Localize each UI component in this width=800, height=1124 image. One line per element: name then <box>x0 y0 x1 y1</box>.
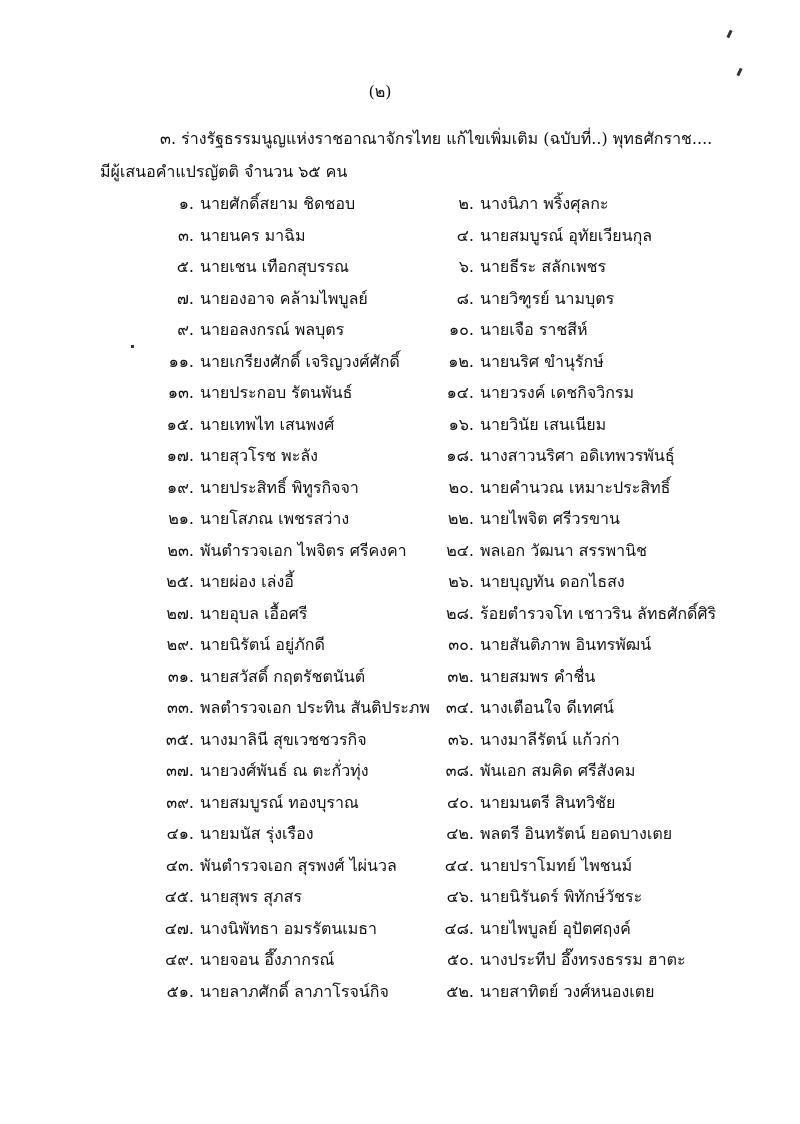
list-row <box>0 251 800 283</box>
item-number: ๗. <box>176 288 194 308</box>
list-row <box>0 629 800 661</box>
list-item <box>158 854 397 879</box>
list-item <box>158 696 430 721</box>
list-item <box>158 444 318 469</box>
item-number: ๖. <box>458 257 474 276</box>
item-number: ๔๘. <box>444 918 474 938</box>
item-number: ๕๑. <box>166 981 194 1001</box>
item-name: นายสมบูรณ์ อุทัยเวียนกุล <box>480 225 653 245</box>
item-name: พลตำรวจเอก ประทิน สันติประภพ <box>200 698 430 717</box>
item-number: ๕๒. <box>446 981 474 1001</box>
list-item <box>438 507 620 532</box>
list-item <box>438 917 631 942</box>
list-item <box>158 539 407 564</box>
item-name: นายไพบูลย์ อุปัตศฤงค์ <box>480 918 631 938</box>
item-name: นางประทีป อึ๊งทรงธรรม ฮาตะ <box>480 950 686 969</box>
list-item <box>438 822 672 847</box>
item-name: นายสมพร คำชื่น <box>480 666 596 686</box>
list-item <box>158 791 359 816</box>
item-number: ๔๑. <box>166 824 194 843</box>
item-name: ร้อยตำรวจโท เชาวริน ลัทธศักดิ์ศิริ <box>480 603 717 623</box>
list-item <box>438 381 634 406</box>
item-number: ๓๖. <box>447 729 474 749</box>
item-name: นายวรงค์ เดชกิจวิกรม <box>480 383 635 402</box>
item-name: นายวินัย เสนเนียม <box>480 414 607 434</box>
item-name: นางสาวนริศา อดิเทพวรพันธุ์ <box>480 446 675 465</box>
item-name: นายไพจิต ศรีวรขาน <box>480 509 620 528</box>
item-name: พันเอก สมคิด ศรีสังคม <box>480 761 636 780</box>
list-row <box>0 346 800 378</box>
list-item <box>438 287 614 312</box>
item-name: นายเจือ ราชสีห์ <box>480 320 588 339</box>
item-number: ๓๕. <box>165 729 194 749</box>
item-name: นายองอาจ คล้ามไพบูลย์ <box>200 288 368 308</box>
list-item <box>158 728 367 753</box>
item-name: นางเตือนใจ ดีเทศน์ <box>480 698 614 717</box>
list-item <box>158 350 400 375</box>
list-item <box>158 318 344 343</box>
list-row <box>0 976 800 1008</box>
item-name: นายลาภศักดิ์ ลาภาโรจน์กิจ <box>200 981 389 1001</box>
list-item <box>158 255 349 280</box>
list-item <box>438 192 608 217</box>
item-number: ๓๓. <box>167 698 194 717</box>
item-name: นายนิรัตน์ อยู่ภักดี <box>200 635 325 654</box>
item-number: ๓. <box>177 225 194 245</box>
item-number: ๓๘. <box>445 761 474 780</box>
list-item <box>158 822 314 847</box>
list-row <box>0 598 800 630</box>
item-number: ๔. <box>456 225 474 245</box>
item-number: ๓๔. <box>445 698 474 717</box>
list-item <box>158 759 369 784</box>
list-item <box>158 980 389 1005</box>
list-row <box>0 283 800 315</box>
item-name: นายบุญทัน ดอกไธสง <box>480 572 625 591</box>
list-row <box>0 535 800 567</box>
item-number: ๔๐. <box>447 792 474 812</box>
item-name: นายศักดิ์สยาม ชิดชอบ <box>200 194 356 213</box>
item-number: ๒๙. <box>166 635 194 654</box>
list-row <box>0 818 800 850</box>
item-name: นายสุวโรช พะลัง <box>200 446 318 465</box>
item-number: ๓๙. <box>166 792 194 812</box>
name-list <box>0 188 800 1007</box>
list-item <box>438 728 620 753</box>
item-name: นายเกรียงศักดิ์ เจริญวงศ์ศักดิ์ <box>200 351 400 371</box>
item-number: ๓๗. <box>165 761 194 780</box>
list-row <box>0 220 800 252</box>
list-item <box>438 759 635 784</box>
item-name: นายสมบูรณ์ ทองบุราณ <box>200 792 359 812</box>
item-name: นายสันติภาพ อินทรพัฒน์ <box>480 635 652 654</box>
item-name: นายสวัสดิ์ กฤตรัชตนันต์ <box>200 666 366 686</box>
item-name: นายอลงกรณ์ พลบุตร <box>200 320 345 339</box>
item-number: ๔๓. <box>165 855 194 875</box>
scan-speck <box>726 30 732 39</box>
item-name: นายโสภณ เพชรสว่าง <box>200 509 350 528</box>
item-name: พลเอก วัฒนา สรรพานิช <box>480 540 647 560</box>
item-number: ๓๒. <box>447 666 474 686</box>
item-number: ๔๖. <box>446 887 474 906</box>
item-number: ๔๔. <box>444 855 474 875</box>
list-item <box>438 948 686 973</box>
item-name: นายนิรันดร์ พิทักษ์วัชระ <box>480 887 643 906</box>
item-name: นางนิภา พริ้งศุลกะ <box>480 194 609 213</box>
item-number: ๙. <box>177 320 194 339</box>
item-name: นายนคร มาฉิม <box>200 225 306 245</box>
item-number: ๒๑. <box>168 509 194 528</box>
list-item <box>438 696 614 721</box>
item-number: ๒๖. <box>448 572 474 591</box>
list-row <box>0 472 800 504</box>
list-row <box>0 692 800 724</box>
item-number: ๑๑. <box>168 351 194 371</box>
list-item <box>438 854 632 879</box>
item-name: นายวงศ์พันธ์ ณ ตะกั่วทุ่ง <box>200 761 369 780</box>
list-item <box>438 980 655 1005</box>
list-item <box>438 570 625 595</box>
page-number: (๒) <box>368 82 392 101</box>
list-row <box>0 787 800 819</box>
list-row <box>0 850 800 882</box>
item-name: นายเทพไท เสนพงศ์ <box>200 414 335 434</box>
list-item <box>158 570 294 595</box>
item-name: นายจอน อึ๊งภากรณ์ <box>200 950 335 969</box>
list-item <box>438 255 606 280</box>
list-row <box>0 755 800 787</box>
item-number: ๓๐. <box>448 635 474 654</box>
list-row <box>0 881 800 913</box>
list-item <box>438 476 670 501</box>
item-number: ๒๗. <box>166 603 194 623</box>
list-row <box>0 724 800 756</box>
item-name: นายเชน เทือกสุบรรณ <box>200 257 349 276</box>
list-item <box>438 602 716 627</box>
list-row <box>0 314 800 346</box>
item-number: ๑๔. <box>446 383 474 402</box>
list-item <box>158 885 302 910</box>
item-number: ๑๒. <box>448 351 474 371</box>
item-number: ๔๒. <box>446 824 474 843</box>
item-name: นายอุบล เอื้อศรี <box>200 603 308 623</box>
item-number: ๕. <box>176 257 194 276</box>
item-number: ๒๕. <box>166 572 194 591</box>
list-row <box>0 440 800 472</box>
item-name: นายปราโมทย์ ไพชนม์ <box>480 855 633 875</box>
item-name: นางนิพัทธา อมรรัตนเมธา <box>200 918 378 938</box>
item-number: ๒๘. <box>446 603 474 623</box>
list-item <box>158 633 325 658</box>
item-name: นายธีระ สลักเพชร <box>480 257 607 276</box>
list-item <box>438 350 604 375</box>
list-item <box>158 948 334 973</box>
item-name: นายสุพร สุภสร <box>200 887 302 906</box>
list-item <box>438 791 615 816</box>
item-number: ๒๒. <box>447 509 474 528</box>
item-number: ๑๙. <box>167 477 194 497</box>
item-number: ๑๖. <box>448 414 474 434</box>
item-number: ๔๕. <box>164 887 194 906</box>
list-item <box>158 602 307 627</box>
item-number: ๘. <box>456 288 474 308</box>
item-name: พันตำรวจเอก สุรพงศ์ ไผ่นวล <box>200 855 397 875</box>
item-name: นายสาทิตย์ วงศ์หนองเตย <box>480 981 655 1001</box>
list-item <box>158 381 352 406</box>
item-name: นางมาลินี สุขเวชชวรกิจ <box>200 729 367 749</box>
item-number: ๒๓. <box>167 540 194 560</box>
scan-speck <box>736 68 742 77</box>
item-number: ๑๕. <box>166 414 194 434</box>
list-item <box>438 633 651 658</box>
list-item <box>158 917 377 942</box>
list-item <box>438 224 652 249</box>
item-number: ๑. <box>178 194 194 213</box>
item-number: ๔๙. <box>165 950 194 969</box>
list-item <box>158 192 355 217</box>
list-item <box>438 539 647 564</box>
list-row <box>0 377 800 409</box>
list-item <box>438 665 595 690</box>
list-item <box>158 665 365 690</box>
item-name: นายมนตรี สินทวิชัย <box>480 792 616 812</box>
document-subheading: มีผู้เสนอคำแปรญัตติ จำนวน ๖๕ คน <box>100 162 348 181</box>
item-number: ๑๘. <box>446 446 474 465</box>
item-number: ๔๗. <box>164 918 194 938</box>
item-number: ๑๗. <box>166 446 194 465</box>
item-number: ๓๑. <box>167 666 194 686</box>
item-number: ๒๔. <box>446 540 474 560</box>
item-name: พันตำรวจเอก ไพจิตร ศรีคงคา <box>200 540 407 560</box>
item-name: นายวิฑูรย์ นามบุตร <box>480 288 615 308</box>
item-name: นายนริศ ขำนุรักษ์ <box>480 351 604 371</box>
item-number: ๒. <box>458 194 474 213</box>
item-name: นายผ่อง เล่งอี้ <box>200 572 294 591</box>
list-row <box>0 913 800 945</box>
list-row <box>0 566 800 598</box>
list-row <box>0 944 800 976</box>
list-row <box>0 503 800 535</box>
item-number: ๑๓. <box>167 383 194 402</box>
list-item <box>438 413 606 438</box>
list-item <box>158 287 368 312</box>
item-name: นายมนัส รุ่งเรือง <box>200 824 314 843</box>
list-row <box>0 661 800 693</box>
item-name: นายประกอบ รัตนพันธ์ <box>200 383 353 402</box>
item-name: พลตรี อินทรัตน์ ยอดบางเตย <box>480 824 673 843</box>
item-number: ๑๐. <box>448 320 474 339</box>
item-number: ๒๐. <box>448 477 474 497</box>
list-row <box>0 188 800 220</box>
document-heading: ๓. ร่างรัฐธรรมนูญแห่งราชอาณาจักรไทย แก้ไขเพิ่มเติม (ฉบับที่..) พุทธศักราช.... <box>160 129 713 148</box>
item-name: นายคำนวณ เหมาะประสิทธิ์ <box>480 477 671 497</box>
list-item <box>158 413 334 438</box>
item-name: นายประสิทธิ์ พิทูรกิจจา <box>200 477 359 497</box>
list-row <box>0 409 800 441</box>
item-number: ๕๐. <box>447 950 474 969</box>
list-item <box>438 885 642 910</box>
item-name: นางมาลีรัตน์ แก้วก่า <box>480 729 620 749</box>
list-item <box>438 318 588 343</box>
list-item <box>158 507 349 532</box>
list-item <box>438 444 675 469</box>
list-item <box>158 476 359 501</box>
list-item <box>158 224 306 249</box>
